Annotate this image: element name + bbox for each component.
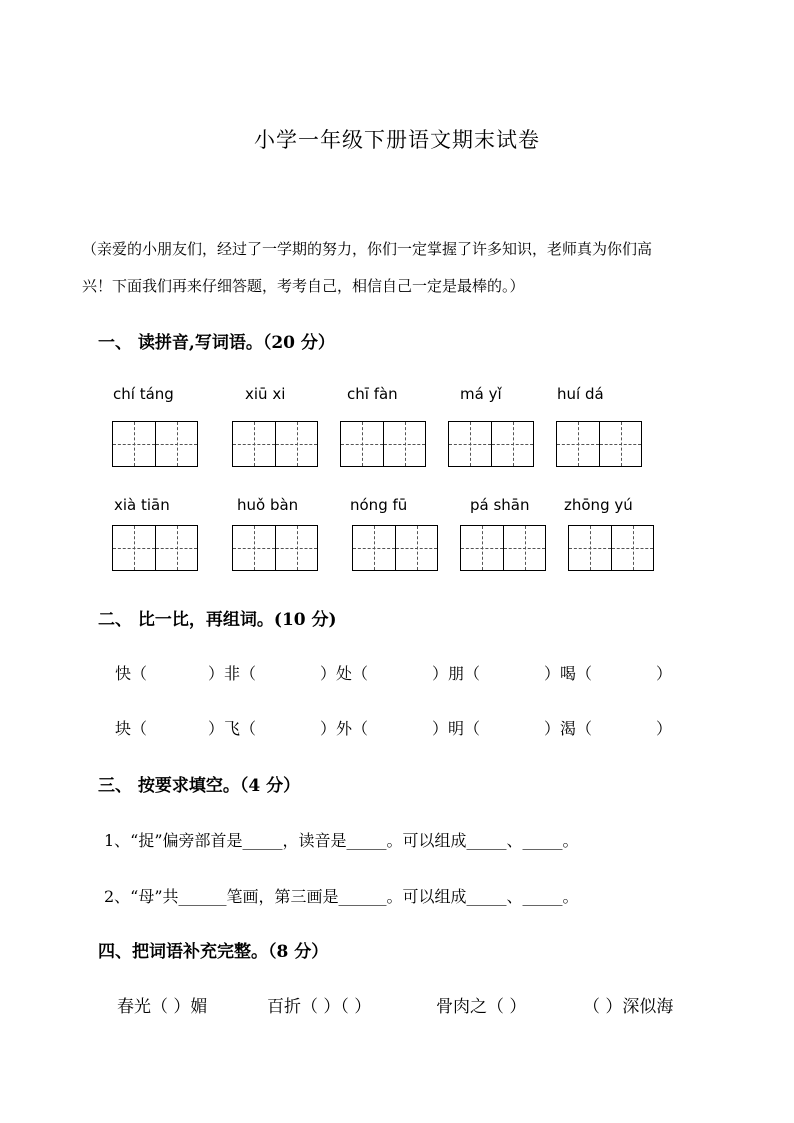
pinyin-label: chī fàn — [347, 385, 398, 403]
pinyin-label: nóng fū — [350, 496, 408, 514]
tianzige-answer-box[interactable] — [340, 421, 426, 467]
pinyin-label: má yǐ — [460, 385, 502, 403]
tianzige-answer-box[interactable] — [448, 421, 534, 467]
pinyin-label: chí táng — [113, 385, 174, 403]
pinyin-label: zhōng yú — [564, 496, 633, 514]
idiom-item: 百折（ ）（ ） — [267, 997, 372, 1017]
compare-item: 块（ — [115, 719, 148, 738]
pinyin-label: huǒ bàn — [237, 496, 299, 514]
intro-line-1: （亲爱的小朋友们，经过了一学期的努力，你们一定掌握了许多知识，老师真为你们高 — [82, 240, 653, 258]
pinyin-label: xiū xi — [245, 385, 286, 403]
tianzige-answer-box[interactable] — [568, 525, 654, 571]
compare-item: ）渴（ — [544, 719, 593, 738]
fill-blank-question-2: 2、“母”共______笔画，第三画是______。可以组成_____、_____。 — [104, 887, 579, 906]
tianzige-answer-box[interactable] — [460, 525, 546, 571]
idiom-item: （ ）深似海 — [583, 997, 674, 1017]
compare-item: ） — [656, 664, 673, 683]
tianzige-answer-box[interactable] — [556, 421, 642, 467]
tianzige-answer-box[interactable] — [112, 421, 198, 467]
section-3-heading: 三、 按要求填空。（4 分） — [98, 776, 301, 796]
idiom-item: 骨肉之（ ） — [436, 997, 527, 1017]
pinyin-label: xià tiān — [114, 496, 170, 514]
pinyin-label: huí dá — [557, 385, 604, 403]
tianzige-answer-box[interactable] — [112, 525, 198, 571]
section-2-heading: 二、 比一比，再组词。(10 分) — [98, 610, 337, 630]
section-1-heading: 一、 读拼音,写词语。（20 分） — [98, 333, 335, 353]
tianzige-answer-box[interactable] — [232, 421, 318, 467]
compare-item: ）飞（ — [208, 719, 257, 738]
tianzige-answer-box[interactable] — [232, 525, 318, 571]
idiom-item: 春光（ ）媚 — [117, 997, 208, 1017]
compare-item: 快（ — [115, 664, 148, 683]
pinyin-label: pá shān — [470, 496, 530, 514]
tianzige-answer-box[interactable] — [352, 525, 438, 571]
compare-item: ）处（ — [320, 664, 369, 683]
intro-line-2: 兴！下面我们再来仔细答题，考考自己，相信自己一定是最棒的。） — [82, 277, 525, 295]
compare-item: ）非（ — [208, 664, 257, 683]
fill-blank-question-1: 1、“捉”偏旁部首是_____，读音是_____。可以组成_____、_____。 — [104, 831, 579, 850]
section-4-heading: 四、把词语补充完整。（8 分） — [98, 942, 329, 962]
compare-item: ）明（ — [432, 719, 481, 738]
compare-item: ）外（ — [320, 719, 369, 738]
compare-item: ）喝（ — [544, 664, 593, 683]
page-title: 小学一年级下册语文期末试卷 — [254, 128, 540, 152]
compare-item: ） — [656, 719, 673, 738]
compare-item: ）朋（ — [432, 664, 481, 683]
